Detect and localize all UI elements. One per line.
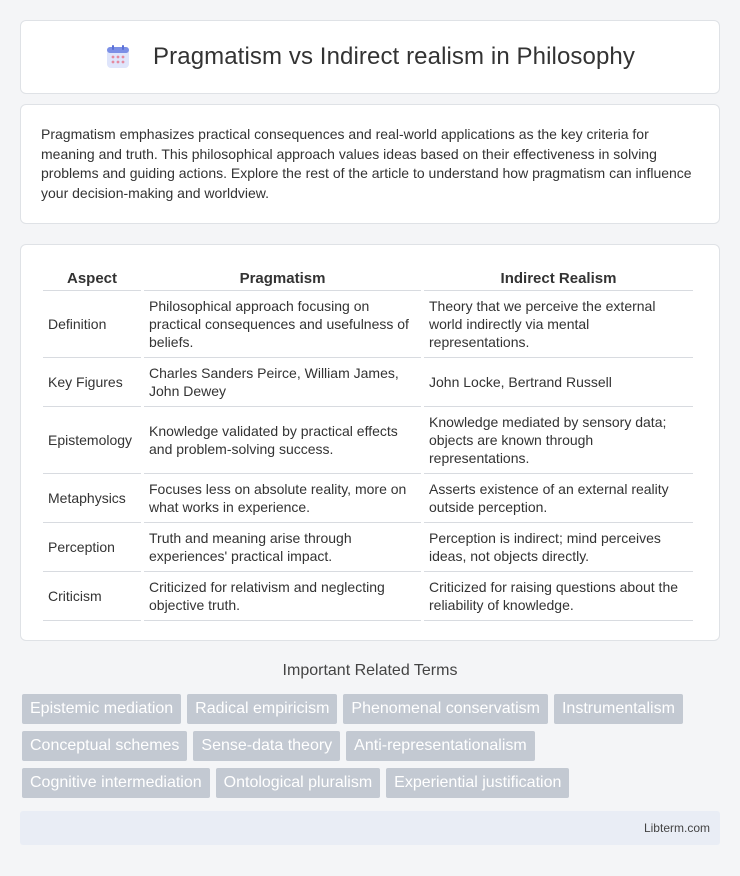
tag-experiential-justification[interactable]: Experiential justification [386,768,569,798]
table-row [43,407,693,474]
row-indirect-realism: Asserts existence of an external reality outside perception. [424,474,693,523]
row-indirect-realism: Theory that we perceive the external world indirectly via mental representations. [424,291,693,358]
intro-section [20,104,720,224]
row-aspect: Criticism [43,572,141,621]
header-indirect-realism: Indirect Realism [424,265,693,291]
tag-phenomenal-conservatism[interactable]: Phenomenal conservatism [343,694,548,724]
table-row [43,291,693,358]
row-pragmatism: Knowledge validated by practical effects and problem-solving success. [144,407,421,474]
comparison-table-card [20,244,720,641]
comparison-table [40,265,696,621]
row-indirect-realism: Perception is indirect; mind perceives ideas, not objects directly. [424,523,693,572]
table-header-row [43,265,693,291]
tag-cognitive-intermediation[interactable]: Cognitive intermediation [22,768,210,798]
intro-text: Pragmatism emphasizes practical consequences and real-world applications as the key criteria for meaning and truth. This philosophical approach values ideas based on their effectiveness in solving problems and guiding actions. Explore the rest of the article to understand how pragmatism can influence your decision-making and worldview. [41,126,692,201]
row-pragmatism: Charles Sanders Peirce, William James, John Dewey [144,358,421,407]
row-aspect: Metaphysics [43,474,141,523]
row-aspect: Perception [43,523,141,572]
footer [20,811,720,845]
row-pragmatism: Truth and meaning arise through experiences' practical impact. [144,523,421,572]
tag-ontological-pluralism[interactable]: Ontological pluralism [216,768,381,798]
header-pragmatism: Pragmatism [144,265,421,291]
header-aspect: Aspect [43,265,141,291]
row-aspect: Definition [43,291,141,358]
tag-row [22,768,722,798]
table-row [43,572,693,621]
row-pragmatism: Philosophical approach focusing on practical consequences and usefulness of beliefs. [144,291,421,358]
row-aspect: Key Figures [43,358,141,407]
calendar-icon [105,44,131,70]
related-terms-title: Important Related Terms [282,662,458,679]
tag-instrumentalism[interactable]: Instrumentalism [554,694,683,724]
row-pragmatism: Focuses less on absolute reality, more on what works in experience. [144,474,421,523]
tag-radical-empiricism[interactable]: Radical empiricism [187,694,337,724]
table-row [43,523,693,572]
tag-anti-representationalism[interactable]: Anti-representationalism [346,731,535,761]
row-pragmatism: Criticized for relativism and neglecting objective truth. [144,572,421,621]
related-terms-list [22,694,722,805]
row-indirect-realism: John Locke, Bertrand Russell [424,358,693,407]
tag-row [22,731,722,761]
page-title: Pragmatism vs Indirect realism in Philosophy [153,43,635,70]
tag-sense-data-theory[interactable]: Sense-data theory [193,731,340,761]
table-row [43,358,693,407]
tag-conceptual-schemes[interactable]: Conceptual schemes [22,731,187,761]
row-aspect: Epistemology [43,407,141,474]
footer-site-link[interactable]: Libterm.com [643,821,710,835]
page-header [20,20,720,94]
table-row [43,474,693,523]
tag-epistemic-mediation[interactable]: Epistemic mediation [22,694,181,724]
row-indirect-realism: Knowledge mediated by sensory data; objects are known through representations. [424,407,693,474]
row-indirect-realism: Criticized for raising questions about the reliability of knowledge. [424,572,693,621]
tag-row [22,694,722,724]
